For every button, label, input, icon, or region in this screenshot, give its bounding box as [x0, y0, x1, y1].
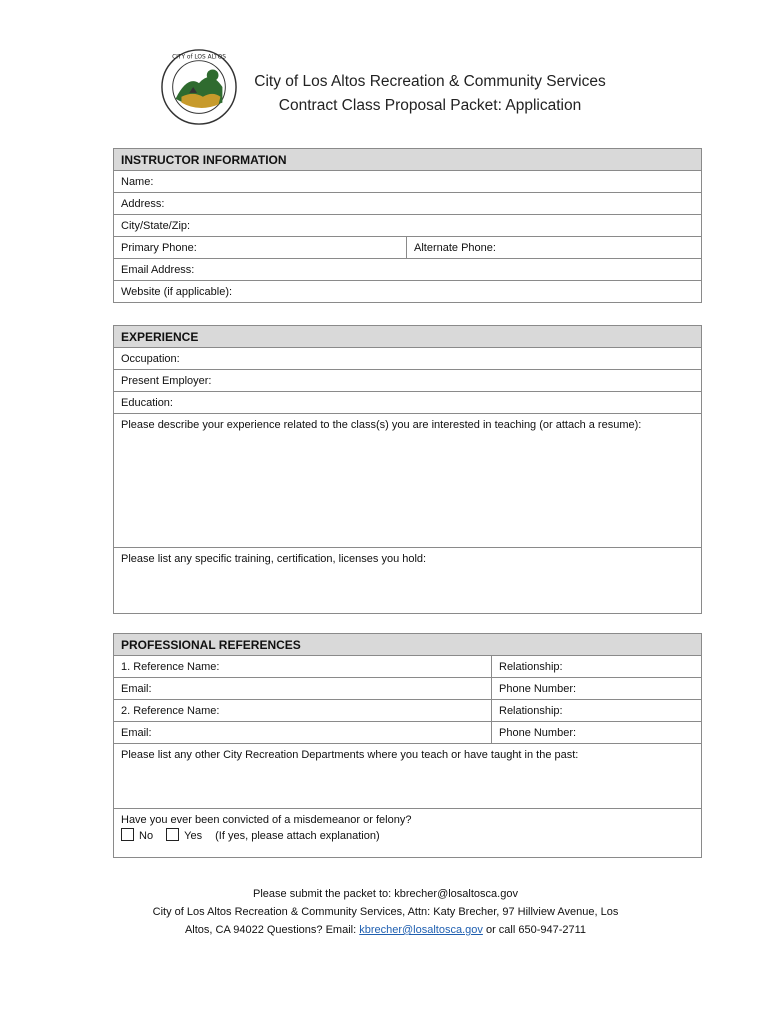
reference2-email-field[interactable]: Email:	[114, 722, 492, 744]
conviction-question	[114, 809, 702, 858]
title-line-1: City of Los Altos Recreation & Community Services	[254, 73, 606, 90]
present-employer-field[interactable]: Present Employer:	[114, 370, 702, 392]
references-heading: PROFESSIONAL REFERENCES	[114, 634, 702, 656]
training-certification-field[interactable]: Please list any specific training, certification, licenses you hold:	[114, 548, 702, 614]
name-field[interactable]: Name:	[114, 171, 702, 193]
yes-label: Yes	[184, 830, 203, 842]
website-field[interactable]: Website (if applicable):	[114, 281, 702, 303]
reference2-phone-field[interactable]: Phone Number:	[492, 722, 702, 744]
reference1-name-field[interactable]: 1. Reference Name:	[114, 656, 492, 678]
experience-heading: EXPERIENCE	[114, 326, 702, 348]
primary-phone-field[interactable]: Primary Phone:	[114, 237, 407, 259]
footer-line-1: Please submit the packet to: kbrecher@losaltosca.gov	[253, 888, 518, 900]
reference1-email-field[interactable]: Email:	[114, 678, 492, 700]
no-checkbox[interactable]	[121, 828, 134, 841]
city-state-zip-field[interactable]: City/State/Zip:	[114, 215, 702, 237]
alternate-phone-field[interactable]: Alternate Phone:	[407, 237, 702, 259]
email-address-field[interactable]: Email Address:	[114, 259, 702, 281]
instructor-section	[113, 148, 702, 303]
page-title	[230, 70, 630, 118]
reference1-relationship-field[interactable]: Relationship:	[492, 656, 702, 678]
footer-line-3	[113, 921, 658, 939]
reference1-phone-field[interactable]: Phone Number:	[492, 678, 702, 700]
city-seal-logo	[160, 48, 238, 126]
footer-line-3-post: or call 650-947-2711	[485, 924, 587, 936]
conviction-question-text: Have you ever been convicted of a misdemeanor or felony?	[121, 814, 412, 826]
address-field[interactable]: Address:	[114, 193, 702, 215]
title-line-2: Contract Class Proposal Packet: Application	[278, 97, 582, 114]
other-departments-field[interactable]: Please list any other City Recreation Departments where you teach or have taught in the past:	[114, 744, 702, 809]
reference2-relationship-field[interactable]: Relationship:	[492, 700, 702, 722]
footer-line-3-pre: Altos, CA 94022 Questions? Email:	[184, 924, 357, 936]
reference2-name-field[interactable]: 2. Reference Name:	[114, 700, 492, 722]
submission-footer	[113, 885, 658, 939]
instructor-heading: INSTRUCTOR INFORMATION	[114, 149, 702, 171]
occupation-field[interactable]: Occupation:	[114, 348, 702, 370]
experience-section	[113, 325, 702, 614]
conviction-options	[121, 828, 694, 842]
education-field[interactable]: Education:	[114, 392, 702, 414]
email-link[interactable]: kbrecher@losaltosca.gov	[359, 924, 483, 936]
experience-description-field[interactable]: Please describe your experience related to the class(s) you are interested in teaching (or attach a resume):	[114, 414, 702, 548]
footer-line-2: City of Los Altos Recreation & Community Services, Attn: Katy Brecher, 97 Hillview Avenue, Los	[152, 906, 619, 918]
svg-text:CITY of LOS ALTOS: CITY of LOS ALTOS	[172, 54, 226, 61]
yes-note: (If yes, please attach explanation)	[215, 830, 380, 842]
references-section	[113, 633, 702, 858]
no-label: No	[139, 830, 154, 842]
yes-checkbox[interactable]	[166, 828, 179, 841]
